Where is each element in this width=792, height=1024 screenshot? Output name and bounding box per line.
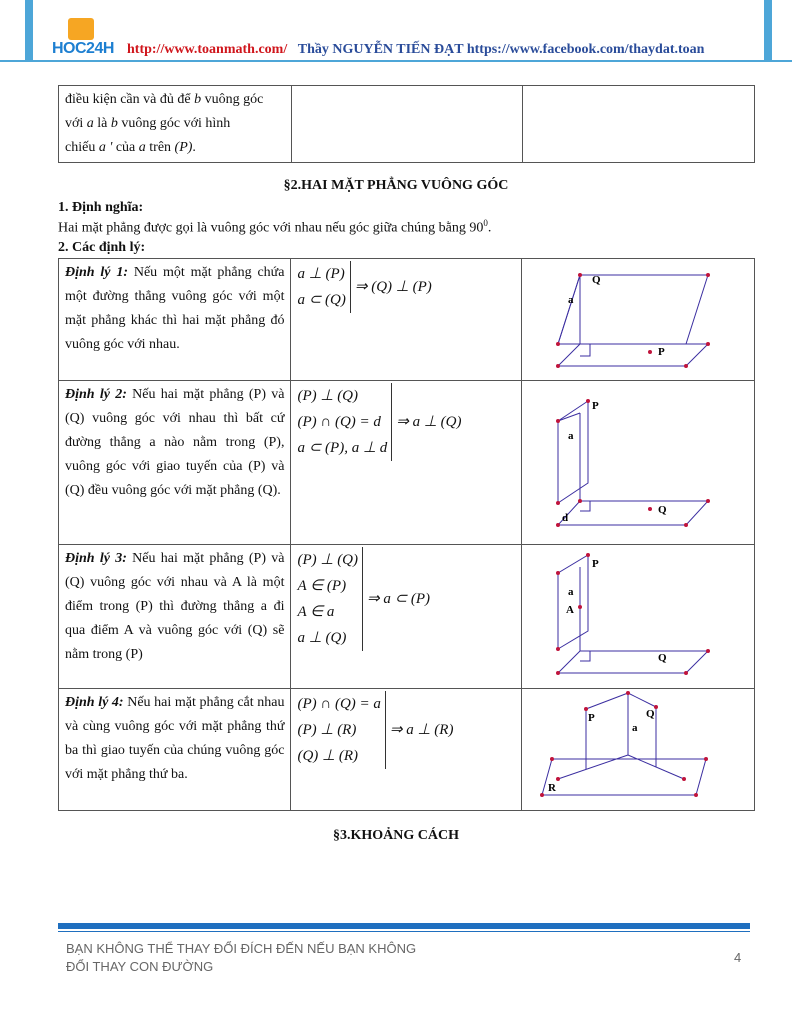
footer-bar-thin [58,931,750,932]
top-table-cell-2 [292,86,523,163]
header-bar-right [764,0,772,62]
theorem-1-text: Định lý 1: Nếu một mặt phẳng chứa một đường thẳng vuông góc với một mặt phẳng khác thì hai mặt phẳng đó vuông góc với nhau. [59,259,291,381]
theorem-2-text: Định lý 2: Nếu hai mặt phẳng (P) và (Q) vuông góc với nhau thì bất cứ đường thẳng a nào nằm trong (P), vuông góc với giao tuyến của (P) và (Q) đều vuông góc với mặt phẳng (Q). [59,381,291,545]
svg-text:A: A [566,604,574,616]
figure-theorem-1 [528,261,748,369]
theorem-1-formula: a ⊥ (P) a ⊂ (Q) ⇒ (Q) ⊥ (P) [291,259,522,381]
svg-text:P: P [588,712,595,724]
book-icon [68,18,94,40]
footer-bar [58,923,750,929]
theorem-1-figure [522,259,755,381]
theorem-row [59,381,755,545]
svg-text:P: P [592,400,599,412]
svg-text:a: a [632,722,638,734]
svg-text:Q: Q [658,504,667,516]
theorem-2-formula: (P) ⊥ (Q) (P) ∩ (Q) = d a ⊂ (P), a ⊥ d ⇒ a ⊥ (Q) [291,381,522,545]
top-table-cell-3 [523,86,755,163]
logo [52,18,122,60]
definition-text: Hai mặt phẳng được gọi là vuông góc với nhau nếu góc giữa chúng bằng $90^0$. [58,218,492,236]
header-bar-left [25,0,33,62]
facebook-link[interactable]: https://www.facebook.com/thaydat.toan [466,42,705,57]
svg-text:Q: Q [592,274,601,286]
teacher-name: Thầy NGUYỄN TIẾN ĐẠT [297,42,464,57]
svg-text:P: P [658,346,665,358]
toanmath-link[interactable]: http://www.toanmath.com/ [127,42,288,57]
definition-heading: 1. Định nghĩa: [58,200,144,215]
svg-text:Q: Q [658,652,667,664]
theorems-heading: 2. Các định lý: [58,240,146,255]
theorem-4-formula: (P) ∩ (Q) = a (P) ⊥ (R) (Q) ⊥ (R) ⇒ a ⊥ (R) [291,689,522,811]
page-number: 4 [734,950,742,965]
top-table-cell-1: điều kiện cần và đủ để b vuông góc với a là b vuông góc với hình chiếu a ' của a trên (P). [59,86,292,163]
svg-text:a: a [568,586,574,598]
theorem-row [59,545,755,689]
figure-theorem-4 [528,691,748,799]
theorem-4-text: Định lý 4: Nếu hai mặt phẳng cắt nhau và cùng vuông góc với mặt phẳng thứ ba thì giao tuyến của chúng vuông góc với mặt phẳng thứ ba. [59,689,291,811]
figure-theorem-2 [528,383,748,533]
theorem-3-figure [522,545,755,689]
svg-text:R: R [548,782,556,794]
svg-text:d: d [562,512,569,524]
figure-theorem-3 [528,547,748,677]
svg-text:Q: Q [646,708,655,720]
section3-title: §3.KHOẢNG CÁCH [333,828,459,843]
theorem-2-figure [522,381,755,545]
theorems-table [58,258,755,811]
header-divider [0,60,792,62]
theorem-3-text: Định lý 3: Nếu hai mặt phẳng (P) và (Q) vuông góc với nhau và A là một điểm trong (P) thì đường thẳng a đi qua điểm A và vuông góc với (Q) sẽ nằm trong (P) [59,545,291,689]
svg-text:P: P [592,558,599,570]
theorem-4-figure [522,689,755,811]
logo-text: HOC24H [52,40,114,57]
section2-title: §2.HAI MẶT PHẲNG VUÔNG GÓC [283,178,509,193]
footer-motto: BẠN KHÔNG THỂ THAY ĐỔI ĐÍCH ĐẾN NẾU BẠN KHÔNG ĐỔI THAY CON ĐƯỜNG [66,941,417,974]
theorem-row [59,689,755,811]
theorem-row [59,259,755,381]
header-links [127,42,704,58]
top-table [58,85,755,163]
theorem-3-formula: (P) ⊥ (Q) A ∈ (P) A ∈ a a ⊥ (Q) ⇒ a ⊂ (P) [291,545,522,689]
svg-text:a: a [568,430,574,442]
svg-text:a: a [568,294,574,306]
